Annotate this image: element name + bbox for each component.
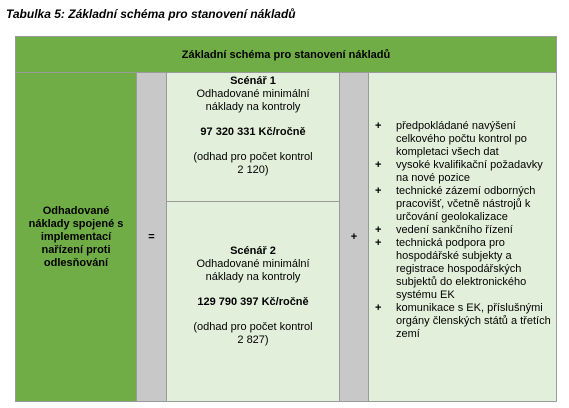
scenario-1-note: (odhad pro počet kontrol 2 120) (193, 151, 313, 176)
plus-bullet: + (375, 120, 382, 132)
plus-bullet: + (375, 159, 382, 171)
list-item-text: technická podpora pro hospodářské subjekty a registrace hospodářských subjektů do elektronického systému EK (396, 237, 527, 301)
scenario-1-amount: 97 320 331 Kč/ročně (200, 126, 306, 138)
scenario-2-title: Scénář 2 (230, 245, 276, 257)
table-caption: Tabulka 5: Základní schéma pro stanovení nákladů (6, 7, 296, 21)
list-item-text: vedení sankčního řízení (396, 224, 513, 236)
scenario-2-description: Odhadované minimální náklady na kontroly (196, 258, 310, 283)
scenario-1-title: Scénář 1 (230, 75, 276, 87)
plus-column (339, 73, 369, 401)
cost-scheme-table (15, 36, 557, 402)
estimated-costs-cell (16, 73, 137, 401)
scenario-2-amount: 129 790 397 Kč/ročně (197, 296, 309, 308)
plus-bullet: + (375, 224, 382, 236)
scenario-2-cell (167, 202, 339, 401)
list-item-text: technické zázemí odborných pracovišť, včetně nástrojů k určování geolokalizace (396, 185, 536, 223)
scenario-1-cell (167, 73, 339, 202)
additional-costs-cell (369, 73, 556, 401)
list-item (372, 302, 552, 341)
scenario-1-description: Odhadované minimální náklady na kontroly (196, 88, 310, 113)
plus-sign: + (350, 231, 358, 243)
list-item-text: vysoké kvalifikační požadavky na nové pozice (396, 159, 543, 184)
plus-bullet: + (375, 302, 382, 314)
list-item-text: komunikace s EK, příslušnými orgány členských států a třetích zemí (396, 302, 551, 340)
list-item-text: předpokládané navýšení celkového počtu kontrol po kompletaci všech dat (396, 120, 527, 158)
list-item (372, 159, 552, 185)
table-header: Základní schéma pro stanovení nákladů (16, 37, 556, 73)
list-item (372, 185, 552, 224)
plus-bullet: + (375, 237, 382, 249)
plus-bullet: + (375, 185, 382, 197)
list-item (372, 120, 552, 159)
estimated-costs-label: Odhadované náklady spojené s implementací nařízení proti odlesňování (28, 204, 124, 269)
equals-column (137, 73, 167, 401)
list-item (372, 224, 552, 237)
list-item (372, 237, 552, 302)
scenario-2-note: (odhad pro počet kontrol 2 827) (193, 321, 313, 346)
equals-sign: = (148, 231, 155, 243)
